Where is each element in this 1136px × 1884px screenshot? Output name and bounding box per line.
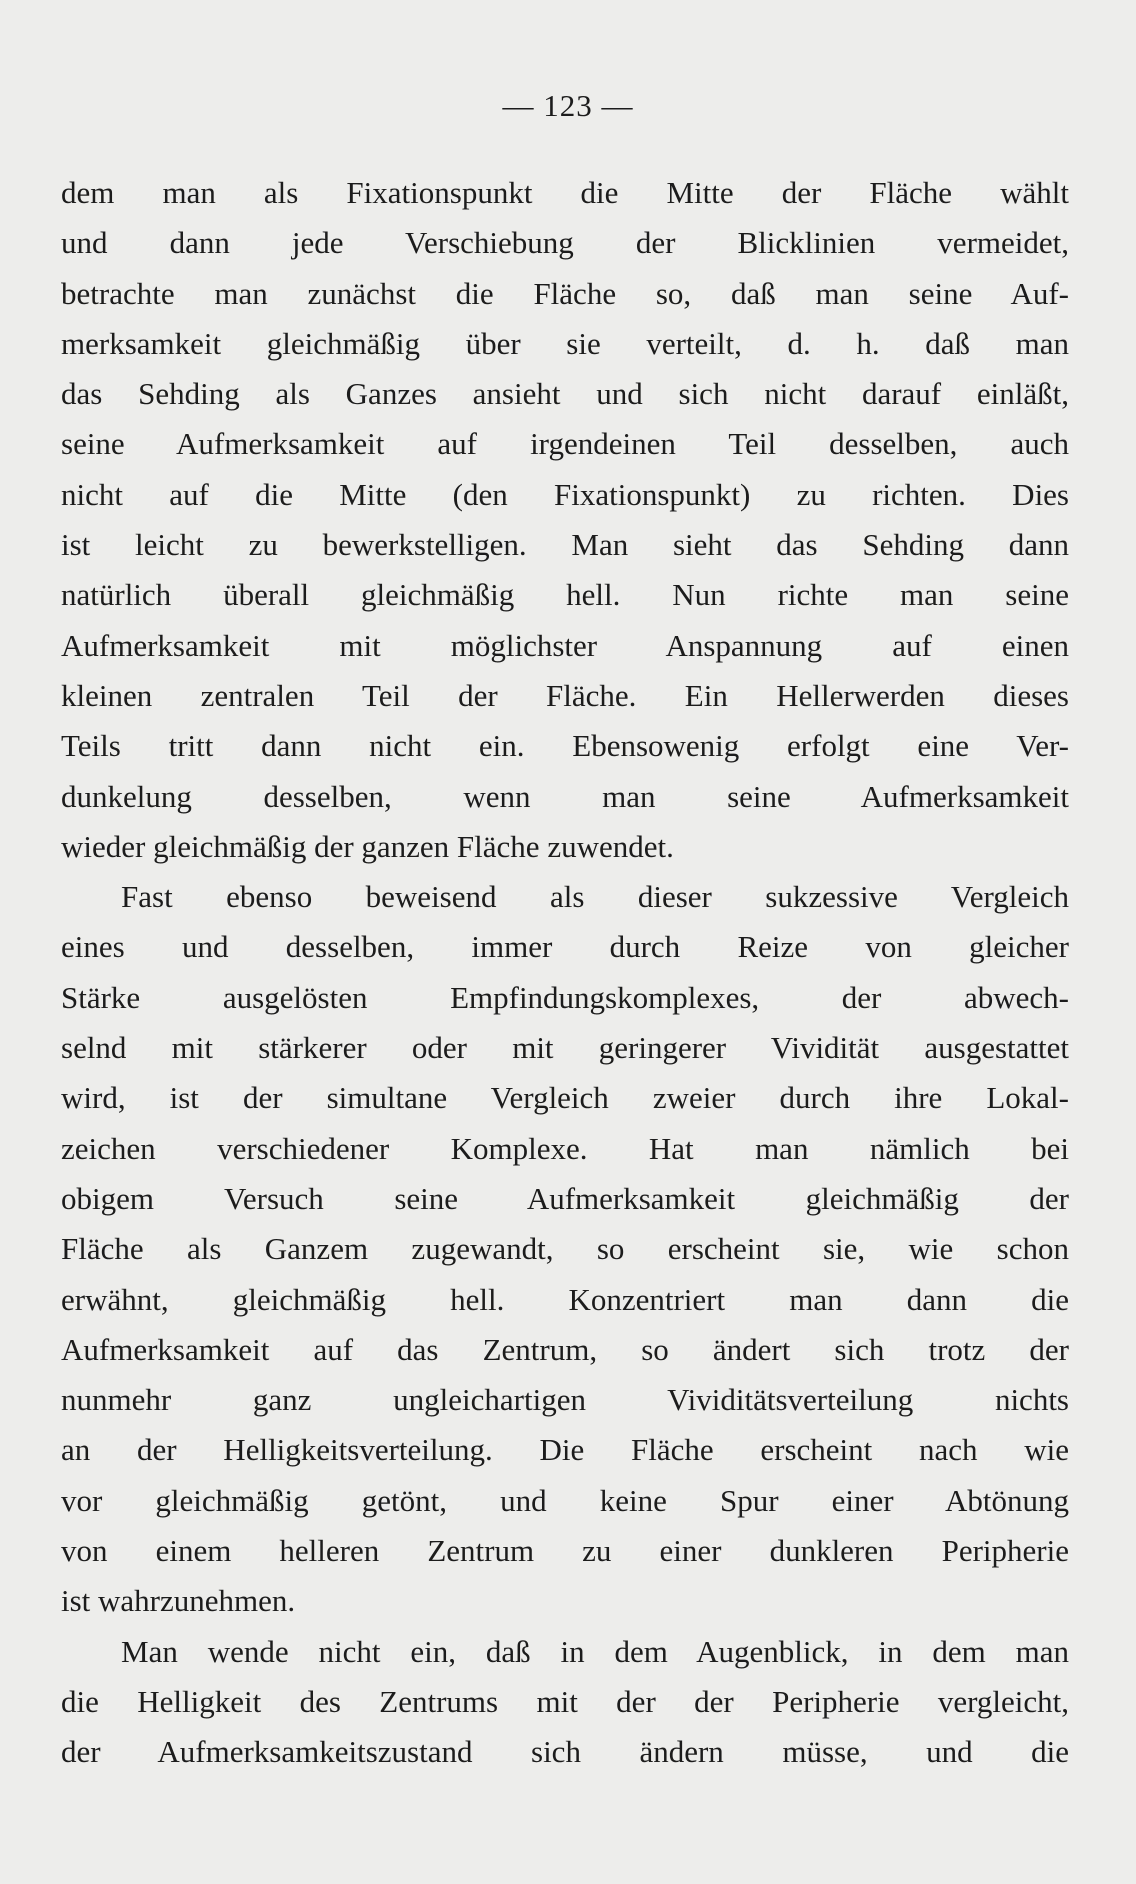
text-line: obigem Versuch seine Aufmerksamkeit gleichmäßig der: [61, 1180, 1069, 1216]
text-line: an der Helligkeitsverteilung. Die Fläche erscheint nach wie: [61, 1432, 1069, 1468]
text-line: ist wahrzunehmen.: [61, 1583, 296, 1619]
text-line: natürlich überall gleichmäßig hell. Nun richte man seine: [61, 577, 1069, 613]
text-line: dem man als Fixationspunkt die Mitte der Fläche wählt: [61, 175, 1069, 210]
text-line: seine Aufmerksamkeit auf irgendeinen Teil desselben, auch: [61, 426, 1069, 462]
text-line: Fläche als Ganzem zugewandt, so erscheint sie, wie schon: [61, 1231, 1069, 1267]
page-number: — 123 —: [502, 88, 634, 123]
text-line: Teils tritt dann nicht ein. Ebensowenig erfolgt eine Ver-: [61, 728, 1069, 764]
text-line: selnd mit stärkerer oder mit geringerer Vividität ausgestattet: [61, 1030, 1069, 1066]
text-line: die Helligkeit des Zentrums mit der der Peripherie vergleicht,: [61, 1683, 1069, 1719]
text-line: ist leicht zu bewerkstelligen. Man sieht das Sehding dann: [61, 527, 1069, 563]
text-line: Man wende nicht ein, daß in dem Augenblick, in dem man: [121, 1633, 1069, 1669]
text-line: Aufmerksamkeit mit möglichster Anspannung auf einen: [61, 627, 1069, 663]
text-line: dunkelung desselben, wenn man seine Aufmerksamkeit: [61, 778, 1069, 814]
text-line: und dann jede Verschiebung der Blicklinien vermeidet,: [61, 225, 1069, 261]
text-line: merksamkeit gleichmäßig über sie verteilt, d. h. daß man: [61, 325, 1069, 361]
text-line: nunmehr ganz ungleichartigen Vividitätsverteilung nichts: [61, 1382, 1069, 1418]
text-line: das Sehding als Ganzes ansieht und sich nicht darauf einläßt,: [61, 376, 1069, 412]
text-line: zeichen verschiedener Komplexe. Hat man nämlich bei: [61, 1130, 1069, 1166]
text-line: wieder gleichmäßig der ganzen Fläche zuwendet.: [61, 828, 674, 864]
text-line: von einem helleren Zentrum zu einer dunkleren Peripherie: [61, 1533, 1069, 1569]
text-line: betrachte man zunächst die Fläche so, daß man seine Auf-: [61, 275, 1069, 311]
text-line: nicht auf die Mitte (den Fixationspunkt) zu richten. Dies: [61, 476, 1069, 512]
text-line: wird, ist der simultane Vergleich zweier durch ihre Lokal-: [61, 1080, 1069, 1116]
text-line: Aufmerksamkeit auf das Zentrum, so ändert sich trotz der: [61, 1331, 1069, 1367]
text-line: der Aufmerksamkeitszustand sich ändern müsse, und die: [61, 1734, 1069, 1770]
body-text: [61, 168, 1069, 1778]
text-line: Stärke ausgelösten Empfindungskomplexes, der abwech-: [61, 979, 1069, 1015]
text-line: kleinen zentralen Teil der Fläche. Ein Hellerwerden dieses: [61, 677, 1069, 713]
text-line: erwähnt, gleichmäßig hell. Konzentriert man dann die: [61, 1281, 1069, 1317]
text-line: eines und desselben, immer durch Reize von gleicher: [61, 929, 1069, 965]
text-line: vor gleichmäßig getönt, und keine Spur einer Abtönung: [61, 1482, 1069, 1518]
text-line: Fast ebenso beweisend als dieser sukzessive Vergleich: [121, 879, 1069, 915]
